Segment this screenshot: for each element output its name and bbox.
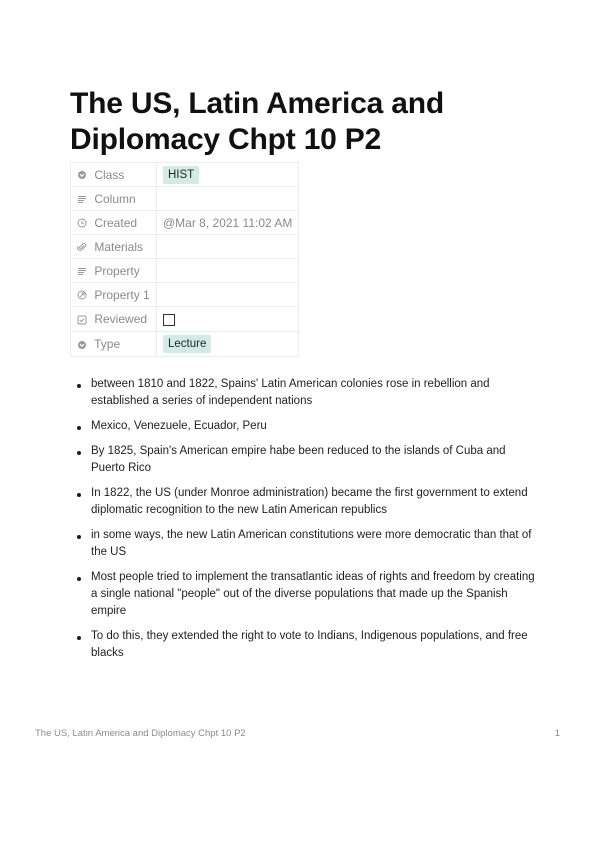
property-key-reviewed [71, 307, 157, 332]
property-value-reviewed [157, 307, 299, 332]
list-item: in some ways, the new Latin American constitutions were more democratic than that of the US [75, 527, 535, 561]
property-value-created: @Mar 8, 2021 11:02 AM [157, 211, 299, 235]
property-value-type[interactable] [157, 332, 299, 357]
page-number: 1 [554, 728, 560, 739]
paperclip-icon [77, 242, 89, 252]
footer-title: The US, Latin America and Diplomacy Chpt 10 P2 [35, 728, 246, 739]
property-row-property-1 [71, 283, 299, 307]
property-row-reviewed [71, 307, 299, 332]
select-icon [77, 340, 89, 350]
property-label: Property 1 [94, 287, 150, 302]
property-label: Column [94, 191, 136, 206]
property-value-column[interactable] [157, 187, 299, 211]
checkbox-icon [77, 315, 89, 325]
property-row-created [71, 211, 299, 235]
list-item: between 1810 and 1822, Spains' Latin American colonies rose in rebellion and established a series of independent nations [75, 376, 535, 410]
property-key-property-1 [71, 283, 157, 307]
text-lines-icon [77, 266, 89, 276]
property-value-materials[interactable] [157, 235, 299, 259]
text-lines-icon [77, 194, 89, 204]
property-label: Class [94, 167, 125, 182]
property-value-class[interactable] [157, 163, 299, 187]
class-tag: HIST [163, 166, 199, 184]
property-label: Reviewed [94, 312, 148, 326]
properties-table [70, 162, 299, 357]
relation-icon [77, 290, 89, 300]
property-key-created [71, 211, 157, 235]
clock-icon [77, 218, 89, 228]
type-tag: Lecture [163, 335, 211, 353]
reviewed-checkbox[interactable] [163, 314, 175, 326]
list-item: By 1825, Spain's American empire habe been reduced to the islands of Cuba and Puerto Rico [75, 443, 535, 477]
property-label: Created [94, 215, 138, 230]
property-row-type [71, 332, 299, 357]
property-row-materials [71, 235, 299, 259]
bullet-list [75, 376, 535, 670]
select-icon [77, 170, 89, 180]
property-key-materials [71, 235, 157, 259]
property-key-class [71, 163, 157, 187]
property-row-column [71, 187, 299, 211]
property-value-property[interactable] [157, 259, 299, 283]
page-title: The US, Latin America and Diplomacy Chpt 10 P2 [70, 87, 444, 157]
list-item: Mexico, Venezuele, Ecuador, Peru [75, 418, 535, 435]
property-key-column [71, 187, 157, 211]
property-row-class [71, 163, 299, 187]
property-row-property [71, 259, 299, 283]
property-label: Materials [94, 239, 144, 254]
property-key-type [71, 332, 157, 357]
property-label: Type [94, 337, 121, 351]
list-item: To do this, they extended the right to vote to Indians, Indigenous populations, and free blacks [75, 628, 535, 662]
list-item: In 1822, the US (under Monroe administration) became the first government to extend diplomatic recognition to the new Latin American republics [75, 485, 535, 519]
property-label: Property [94, 263, 140, 278]
property-key-property [71, 259, 157, 283]
list-item: Most people tried to implement the transatlantic ideas of rights and freedom by creating a single national "people" out of the diverse populations that made up the Spanish empire [75, 569, 535, 620]
property-value-property-1[interactable] [157, 283, 299, 307]
